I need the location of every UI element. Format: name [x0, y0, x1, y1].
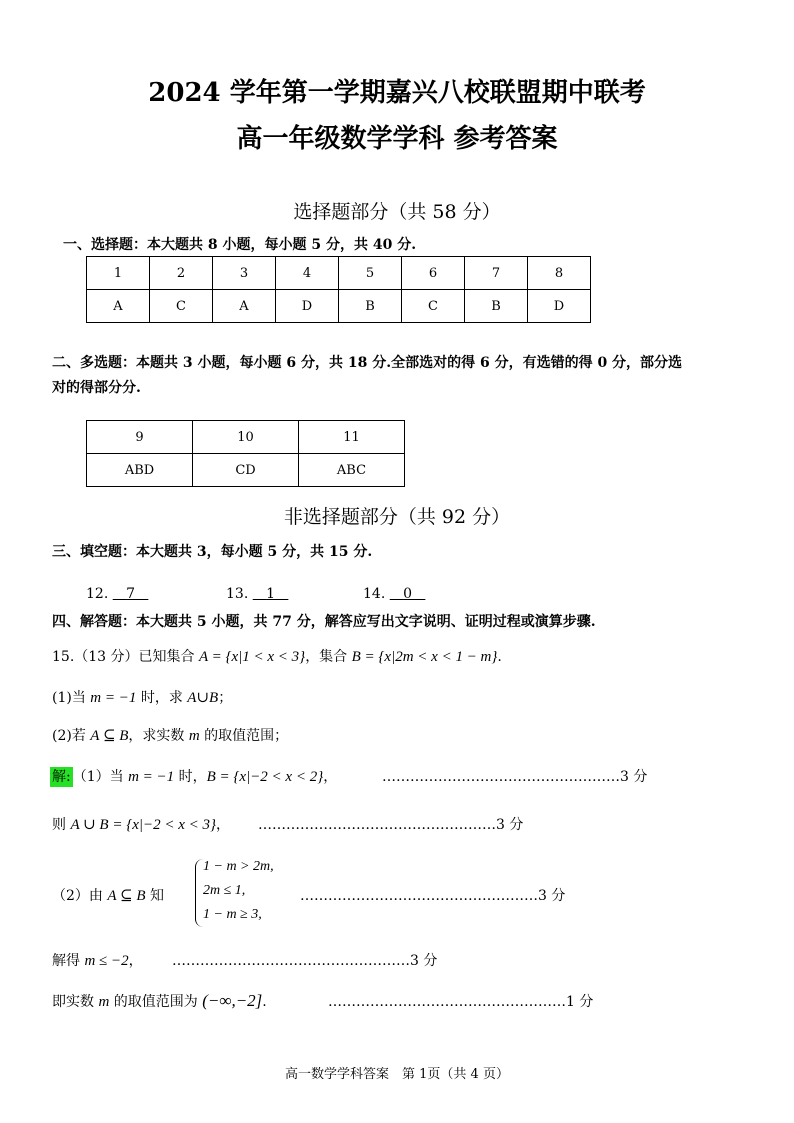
page-footer: 高一数学学科答案 第 1页（共 4 页） — [285, 1067, 509, 1082]
solution-step-4 — [52, 950, 143, 970]
solution-label: 解: — [52, 769, 71, 785]
score-line-1 — [382, 766, 647, 786]
leader-dots: …………………………………………… — [328, 994, 566, 1010]
score-label: 3 分 — [620, 769, 648, 785]
solution-text: 的取值范围为 — [113, 994, 198, 1010]
q15-text: (1)当 — [52, 690, 86, 706]
system-line: 1 − m ≥ 3, — [203, 907, 262, 922]
leader-dots: …………………………………………… — [382, 769, 620, 785]
fill-item-14 — [363, 586, 425, 602]
answer-cell: B — [339, 290, 402, 323]
single-choice-table — [86, 256, 591, 323]
solution-step-3 — [52, 885, 164, 905]
solution-text: . — [262, 994, 267, 1010]
q15-text: 时，求 — [140, 690, 183, 706]
solution-step-2 — [52, 814, 230, 834]
math-expr: m = −1 — [128, 769, 175, 785]
answer-cell: C — [150, 290, 213, 323]
answer-cell: A — [87, 290, 150, 323]
set-b-expr: B = {x|2m < x < 1 − m} — [351, 649, 498, 665]
solution-text: 则 — [52, 817, 66, 833]
solve-heading: 四、解答题：本大题共 5 小题，共 77 分，解答应写出文字说明、证明过程或演算步骤. — [52, 614, 596, 630]
solution-text: 解得 — [52, 953, 80, 969]
leader-dots: …………………………………………… — [300, 888, 538, 904]
math-expr: m ≤ −2 — [84, 953, 129, 969]
score-line-3 — [300, 885, 565, 905]
fill-answer: 0 — [403, 586, 412, 602]
solution-text: 即实数 — [52, 994, 94, 1010]
math-expr: m = −1 — [90, 690, 137, 706]
question-number: 2 — [150, 257, 213, 290]
single-choice-heading: 一、选择题：本大题共 8 小题，每小题 5 分，共 40 分. — [63, 237, 417, 253]
table-row — [87, 421, 405, 454]
q15-text: ，求实数 — [128, 728, 185, 744]
answer-cell: C — [402, 290, 465, 323]
q15-text: ； — [218, 690, 233, 706]
q15-text: 的取值范围； — [204, 728, 289, 744]
score-line-2 — [258, 814, 523, 834]
solution-text: 时， — [178, 769, 207, 785]
system-line: 2m ≤ 1, — [203, 883, 246, 898]
fill-answer: 1 — [266, 586, 275, 602]
answer-cell: D — [276, 290, 339, 323]
fill-answer: 7 — [126, 586, 135, 602]
question-number: 1 — [87, 257, 150, 290]
answer-cell: D — [528, 290, 591, 323]
fill-number: 13. — [226, 586, 249, 602]
math-expr: m — [98, 994, 110, 1010]
multi-choice-heading: 二、多选题：本题共 3 小题，每小题 6 分，共 18 分.全部选对的得 6 分，有选错的得 0 分，部分选 — [52, 355, 683, 371]
math-expr: B = {x|−2 < x < 2} — [206, 769, 324, 785]
nonchoice-part-heading: 非选择题部分（共 92 分） — [283, 506, 511, 528]
fill-number: 14. — [363, 586, 386, 602]
fill-item-12 — [86, 586, 148, 602]
question-number: 10 — [193, 421, 299, 454]
question-number: 11 — [299, 421, 405, 454]
answer-cell: CD — [193, 454, 299, 487]
question-number: 4 — [276, 257, 339, 290]
score-line-4 — [172, 950, 437, 970]
answer-cell: A — [213, 290, 276, 323]
leader-dots: …………………………………………… — [172, 953, 410, 969]
solution-text: ， — [323, 769, 338, 785]
math-expr: (−∞,−2] — [202, 991, 263, 1010]
question-number: 6 — [402, 257, 465, 290]
answer-cell: B — [465, 290, 528, 323]
q15-stem-text: . — [497, 649, 502, 665]
set-a-expr: A = {x|1 < x < 3} — [198, 649, 306, 665]
system-line: 1 − m > 2m, — [203, 859, 274, 874]
question-number: 3 — [213, 257, 276, 290]
solution-text: （1）当 — [72, 769, 124, 785]
q15-part1 — [52, 687, 232, 707]
score-label: 1 分 — [566, 994, 594, 1010]
math-expr: A ∪ B = {x|−2 < x < 3} — [70, 817, 216, 833]
table-row — [87, 454, 405, 487]
question-number: 7 — [465, 257, 528, 290]
solution-text: ， — [128, 953, 143, 969]
score-label: 3 分 — [496, 817, 524, 833]
multi-choice-table — [86, 420, 405, 487]
table-row — [87, 257, 591, 290]
score-label: 3 分 — [538, 888, 566, 904]
choice-part-heading: 选择题部分（共 58 分） — [293, 201, 501, 223]
math-expr: A ⊆ B — [90, 728, 129, 744]
solution-text: 知 — [149, 888, 164, 904]
question-number: 8 — [528, 257, 591, 290]
q15-text: (2)若 — [52, 728, 86, 744]
doc-title: 2024 学年第一学期嘉兴八校联盟期中联考 — [148, 78, 646, 108]
solution-step-1 — [50, 766, 337, 786]
q15-part2 — [52, 725, 288, 745]
math-expr: A ⊆ B — [107, 888, 146, 904]
score-line-5 — [328, 991, 593, 1011]
q15-stem-text: 15.（13 分）已知集合 — [52, 649, 195, 665]
math-expr: m — [188, 728, 200, 744]
answer-cell: ABC — [299, 454, 405, 487]
solution-text: （2）由 — [52, 888, 103, 904]
answer-cell: ABD — [87, 454, 193, 487]
fill-item-13 — [226, 586, 288, 602]
solution-step-5 — [52, 991, 267, 1011]
fill-heading: 三、填空题：本大题共 3，每小题 5 分，共 15 分. — [52, 544, 373, 560]
q15-stem — [52, 646, 502, 666]
multi-choice-heading-cont: 对的得部分分. — [52, 380, 141, 396]
question-number: 9 — [87, 421, 193, 454]
score-label: 3 分 — [410, 953, 438, 969]
solution-text: ， — [216, 817, 230, 833]
leader-dots: …………………………………………… — [258, 817, 496, 833]
q15-stem-text: ，集合 — [305, 649, 348, 665]
fill-number: 12. — [86, 586, 109, 602]
question-number: 5 — [339, 257, 402, 290]
math-expr: A∪B — [187, 690, 219, 706]
table-row — [87, 290, 591, 323]
doc-subtitle: 高一年级数学学科 参考答案 — [236, 124, 558, 154]
